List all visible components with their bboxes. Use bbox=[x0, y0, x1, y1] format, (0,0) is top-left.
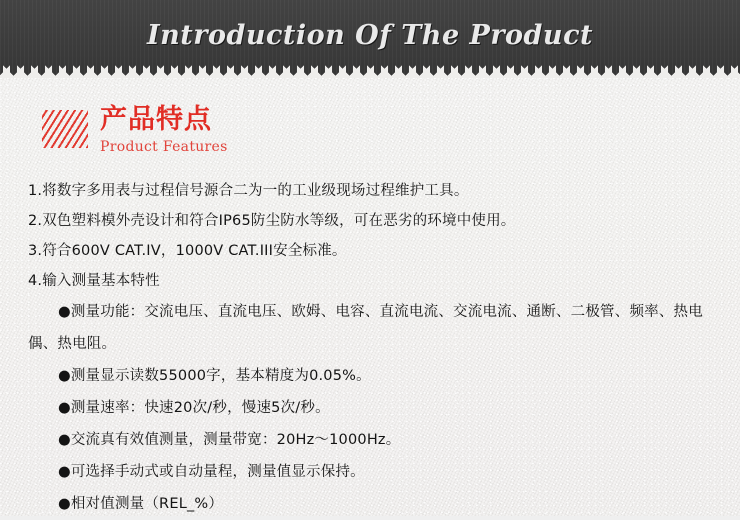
sub-list-item: ●测量显示读数55000字，基本精度为0.05%。 bbox=[58, 368, 371, 384]
banner-zigzag-edge bbox=[0, 65, 740, 78]
page-banner bbox=[0, 0, 740, 78]
sub-list-item: ●测量功能：交流电压、直流电压、欧姆、电容、直流电流、交流电流、通断、二极管、频率、热电偶、热电阻。 bbox=[28, 304, 703, 352]
section-heading-english: Product Features bbox=[100, 139, 228, 155]
list-item: 3.符合600V CAT.IV，1000V CAT.III安全标准。 bbox=[28, 243, 347, 259]
list-item: 4.输入测量基本特性 bbox=[28, 273, 160, 289]
section-heading-chinese: 产品特点 bbox=[100, 104, 212, 135]
list-item: 2.双色塑料模外壳设计和符合IP65防尘防水等级，可在恶劣的环境中使用。 bbox=[28, 213, 516, 229]
sub-list-item: ●相对值测量（REL_%） bbox=[58, 496, 224, 512]
section-heading bbox=[42, 106, 740, 158]
sub-list-item: ●可选择手动式或自动量程，测量值显示保持。 bbox=[58, 464, 365, 480]
features-list bbox=[28, 176, 712, 520]
sub-list-item: ●交流真有效值测量，测量带宽：20Hz～1000Hz。 bbox=[58, 432, 401, 448]
section-heading-text bbox=[100, 104, 228, 156]
banner-title: Introduction Of The Product bbox=[147, 20, 593, 51]
list-item: 1.将数字多用表与过程信号源合二为一的工业级现场过程维护工具。 bbox=[28, 183, 469, 199]
sub-list-item: ●测量速率：快速20次/秒，慢速5次/秒。 bbox=[58, 400, 330, 416]
hatch-decoration-icon bbox=[42, 110, 88, 148]
